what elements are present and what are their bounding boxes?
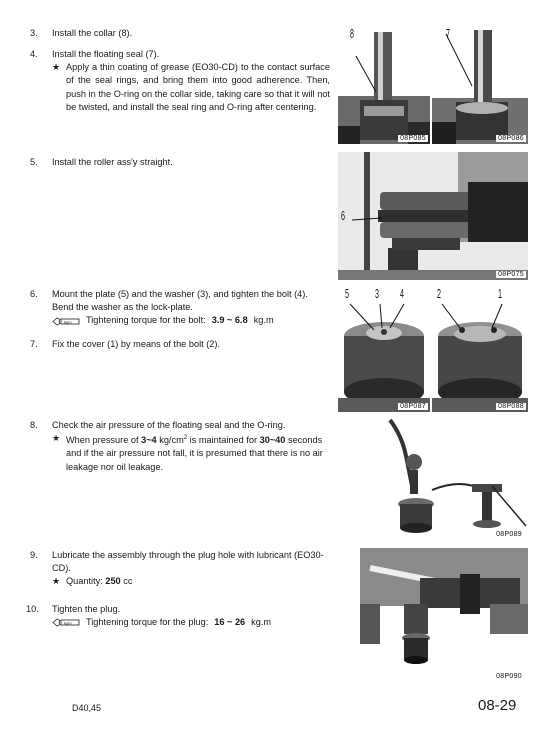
photo-cover (432, 286, 528, 412)
photo-roller-assy (338, 152, 528, 280)
step-text: Lubricate the assembly through the plug hole with lubricant (EO30-CD). (52, 550, 324, 574)
photo-code: 08P087 (400, 403, 426, 410)
callout-label: 5 (345, 286, 349, 301)
step-number: 6. (30, 289, 38, 299)
svg-text:kgm: kgm (64, 318, 72, 324)
callout-label: 4 (400, 286, 404, 301)
torque-spec: kgm Tightening torque for the plug: 16 ~ 26 kg.m (52, 616, 330, 629)
step-note: ★ Apply a thin coating of grease (EO30-CD) to the contact surface of the seal rings, and bring them into good adherence. Then, push in the O-ring on the collar side, taking care so that it will not be twisted, and install the seal ring and O-ring after centering. (52, 62, 330, 112)
step-text: Install the floating seal (7). (52, 49, 160, 59)
photo-code: 08P075 (498, 271, 524, 278)
step-note: ★ When pressure of 3~4 $kg/cm^2$ is maintained for 30~40 seconds and if the air pressure not fall, it is presumed that there is no air leakage nor oil leakage. (52, 433, 323, 472)
photo-code: 08P090 (496, 673, 522, 680)
torque-wrench-icon (52, 618, 80, 627)
callout-label: 1 (498, 286, 502, 301)
step-text: Install the collar (8). (52, 28, 133, 38)
step-number: 10. (26, 604, 39, 614)
step-text: Tighten the plug. (52, 604, 121, 614)
step-text-2: Bend the washer as the lock-plate. (52, 302, 193, 313)
photo-code: 08P086 (498, 135, 524, 142)
callout-label: 7 (446, 26, 450, 41)
torque-spec: kgm Tightening torque for the bolt: 3.9 ~ 6.8 kg.m (52, 314, 342, 327)
photo-code: 08P085 (400, 135, 426, 142)
photo-code: 08P089 (496, 531, 522, 538)
photo-lubricate-plug (360, 548, 528, 680)
step-text: Mount the plate (5) and the washer (3), and tighten the bolt (4). (52, 289, 308, 299)
svg-text:kgm: kgm (64, 620, 72, 626)
page-number: 08-29 (478, 697, 517, 714)
photo-air-pressure-check (372, 416, 528, 540)
star-icon: ★ (52, 576, 61, 587)
step-number: 3. (30, 28, 38, 38)
photo-code: 08P088 (498, 403, 524, 410)
step-number: 9. (30, 550, 38, 560)
star-icon: ★ (52, 62, 61, 73)
step-note: ★ Quantity: 250 cc (52, 575, 330, 588)
star-icon: ★ (52, 433, 61, 444)
callout-label: 8 (350, 26, 354, 41)
step-number: 5. (30, 157, 38, 167)
step-text: Install the roller ass'y straight. (52, 157, 173, 167)
step-number: 7. (30, 339, 38, 349)
photo-collar (338, 26, 430, 144)
footer-model: D40,45 (72, 703, 102, 713)
photo-plate-washer-bolt (338, 286, 430, 412)
callout-label: 2 (437, 286, 441, 301)
step-text: Fix the cover (1) by means of the bolt (2). (52, 339, 220, 349)
step-text: Check the air pressure of the floating seal and the O-ring. (52, 420, 286, 430)
torque-wrench-icon (52, 317, 80, 326)
photo-floating-seal (432, 26, 528, 144)
step-number: 8. (30, 420, 38, 430)
callout-label: 3 (375, 286, 379, 301)
step-number: 4. (30, 49, 38, 59)
callout-label: 6 (341, 208, 345, 223)
